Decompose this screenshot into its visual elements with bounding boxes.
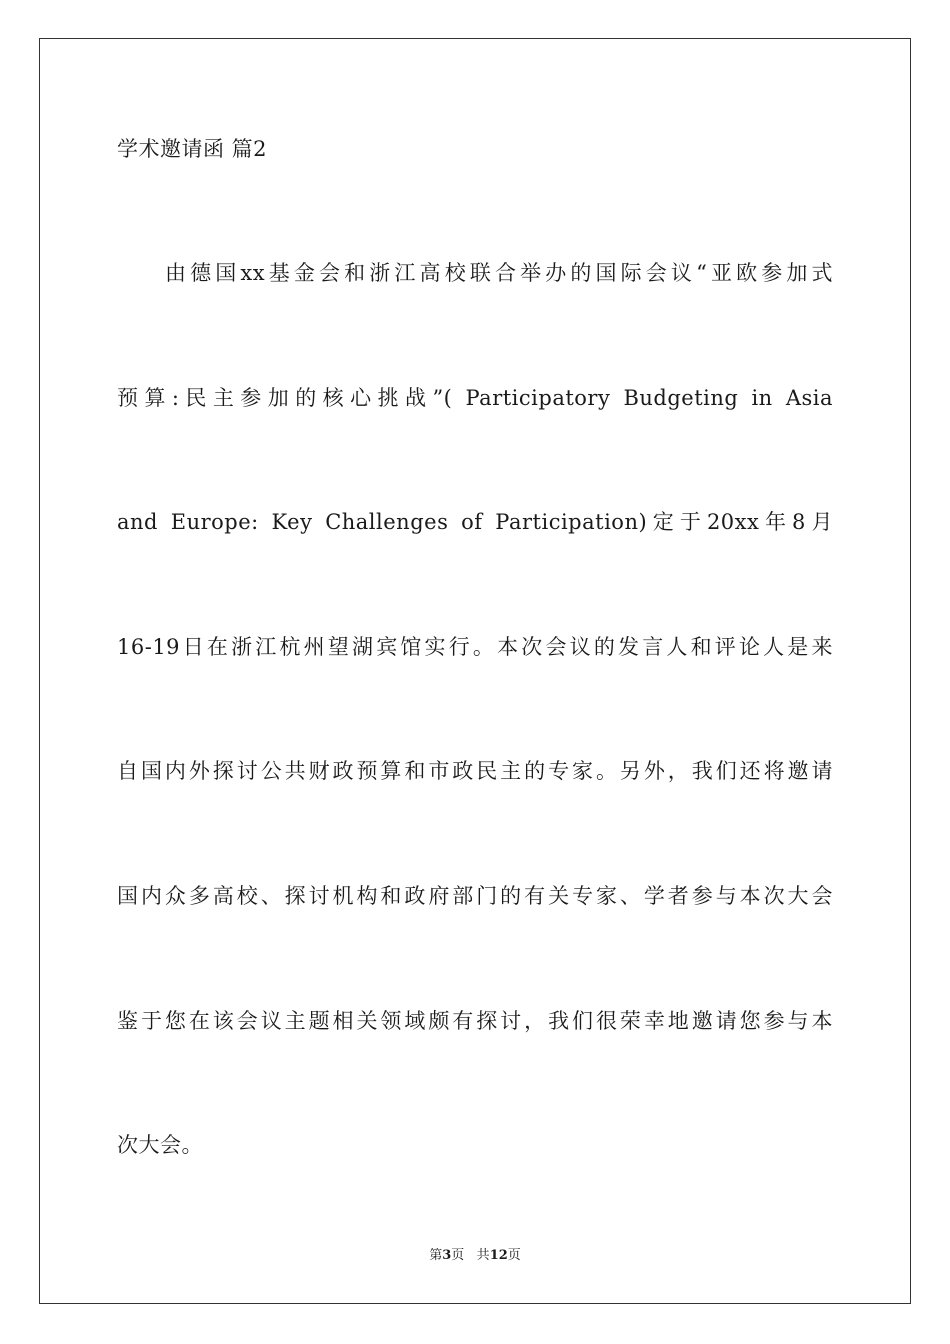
page-frame — [39, 38, 911, 1304]
footer-total-suffix: 页 — [507, 1248, 521, 1263]
page-footer — [0, 1247, 950, 1265]
paragraph-line-4: 16-19日在浙江杭州望湖宾馆实行。本次会议的发言人和评论人是来 — [117, 635, 833, 659]
footer-page-total: 12 — [489, 1248, 508, 1263]
footer-total-prefix: 共 — [476, 1248, 490, 1263]
paragraph-line-7: 鉴于您在该会议主题相关领域颇有探讨，我们很荣幸地邀请您参与本 — [117, 1009, 833, 1033]
document-heading: 学术邀请函 篇2 — [117, 137, 268, 161]
footer-page-suffix: 页 — [451, 1248, 465, 1263]
footer-page-current: 3 — [442, 1248, 452, 1263]
paragraph-line-8: 次大会。 — [117, 1133, 203, 1157]
footer-page-prefix: 第 — [429, 1248, 443, 1263]
paragraph-line-3: and Europe: Key Challenges of Participation)定于20xx年8月 — [117, 510, 833, 534]
paragraph-line-1: 由德国xx基金会和浙江高校联合举办的国际会议“亚欧参加式 — [165, 261, 833, 285]
paragraph-line-2: 预算:民主参加的核心挑战”( Participatory Budgeting in Asia — [117, 386, 833, 410]
paragraph-line-5: 自国内外探讨公共财政预算和市政民主的专家。另外，我们还将邀请 — [117, 759, 833, 783]
paragraph-line-6: 国内众多高校、探讨机构和政府部门的有关专家、学者参与本次大会 — [117, 884, 833, 908]
